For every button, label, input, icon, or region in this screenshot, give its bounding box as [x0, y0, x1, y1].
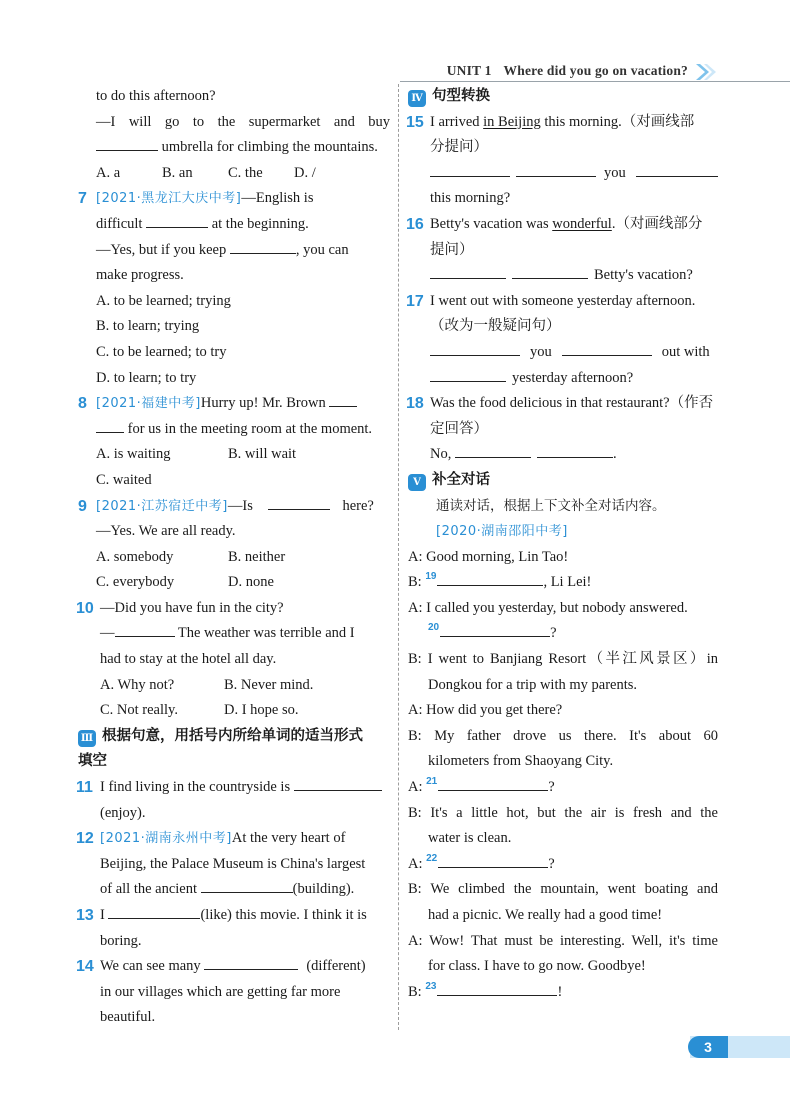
dialog-line: [408, 775, 718, 801]
question-number: 9: [78, 497, 87, 515]
word: and: [333, 113, 355, 130]
question-number: 13: [76, 907, 94, 924]
section-5-heading: [408, 468, 718, 494]
page-number: 3: [688, 1036, 728, 1058]
text: for us in the meeting room at the moment.: [127, 420, 373, 437]
option-b[interactable]: B. will wait: [228, 446, 297, 463]
text: I arrived: [430, 113, 480, 130]
dialog-line: [408, 980, 718, 1006]
answer-blank[interactable]: [430, 162, 510, 177]
q6-line2: [78, 110, 390, 136]
answer-blank[interactable]: [516, 162, 596, 177]
q12-line1: [78, 826, 390, 852]
text: difficult: [96, 215, 143, 232]
header-rule: [400, 81, 790, 82]
text: here?: [342, 497, 374, 514]
answer-blank[interactable]: [96, 418, 124, 433]
answer-blank[interactable]: [430, 367, 506, 382]
source-tag: [2021·福建中考]: [96, 396, 201, 412]
text: —: [100, 625, 115, 642]
q13-line1: [78, 903, 390, 929]
answer-blank[interactable]: [146, 213, 208, 228]
q12-line3: [78, 877, 390, 903]
word: —I: [96, 113, 116, 130]
question-number: 16: [406, 215, 424, 233]
question-number: 15: [406, 113, 424, 131]
answer-blank[interactable]: [430, 341, 520, 356]
speaker: B:: [408, 983, 422, 1000]
dialog-line: B: I went to Banjiang Resort（半江风景区）in: [408, 651, 718, 668]
option-a[interactable]: A. to be learned; trying: [96, 292, 231, 309]
option-d[interactable]: D. none: [228, 574, 274, 591]
right-column: [408, 84, 718, 1005]
answer-blank[interactable]: [636, 162, 718, 177]
answer-blank[interactable]: [440, 622, 550, 637]
q9-options-1: [78, 545, 390, 571]
q13-line2: boring.: [100, 932, 142, 949]
dialog-line: A: I called you yesterday, but nobody answered.: [408, 599, 688, 616]
word: buy: [368, 113, 391, 130]
q9-line1: [78, 494, 390, 520]
blank-number: 19: [425, 571, 437, 583]
answer-blank[interactable]: [455, 443, 531, 458]
section-4-heading: [408, 84, 718, 110]
question-number: 12: [76, 830, 94, 848]
option-a[interactable]: A. a: [96, 164, 121, 181]
word: to: [192, 113, 205, 130]
source-tag: [2020·湖南邵阳中考]: [436, 524, 568, 540]
text: Betty's vacation was: [430, 215, 549, 232]
question-number: 17: [406, 292, 424, 310]
text: I went out with someone yesterday afternoon.: [430, 292, 696, 309]
text: yesterday afternoon?: [512, 369, 634, 386]
q9-line2: —Yes. We are all ready.: [96, 523, 236, 540]
option-b[interactable]: B. an: [162, 164, 193, 181]
option-b[interactable]: B. neither: [228, 548, 286, 565]
dialog-line: B: My father drove us there. It's about 60: [408, 727, 718, 744]
dialog-line: A: Good morning, Lin Tao!: [408, 548, 569, 565]
dialog-line: [408, 852, 718, 878]
q10-line1: [78, 596, 390, 622]
text: I find living in the countryside is: [100, 779, 291, 796]
dialog-line: [408, 570, 718, 596]
question-number: 8: [78, 395, 87, 413]
text: at the beginning.: [211, 215, 309, 232]
q18-line3: No, .: [408, 442, 718, 468]
q15-line1: [408, 110, 718, 136]
q15-line3: [408, 161, 718, 187]
dialog-line: [408, 621, 718, 647]
answer-blank[interactable]: [108, 904, 200, 919]
text: I: [100, 907, 105, 923]
q16-line3: [408, 263, 718, 289]
q18-line1: [408, 391, 718, 417]
blank-number: 21: [426, 776, 438, 788]
q8-line2: [78, 417, 390, 443]
q6-line3: [78, 135, 390, 161]
dialog-line: water is clean.: [428, 830, 512, 847]
text: —Yes, but if you keep: [96, 241, 227, 258]
option-c[interactable]: C. waited: [96, 471, 152, 488]
answer-blank[interactable]: [96, 136, 158, 151]
option-a[interactable]: A. Why not?: [100, 676, 175, 693]
text: , Li Lei!: [543, 574, 592, 591]
q14-line3: beautiful.: [100, 1009, 156, 1026]
section-3-heading-cont: 填空: [78, 753, 107, 770]
text: We can see many: [100, 958, 201, 975]
question-number: 10: [76, 599, 94, 617]
answer-blank[interactable]: [204, 955, 298, 970]
answer-blank[interactable]: [294, 776, 382, 791]
text: No,: [430, 446, 452, 463]
page-header: [400, 62, 790, 82]
q11-line1: [78, 775, 390, 801]
q14-line2: in our villages which are getting far more: [100, 983, 341, 1000]
option-b[interactable]: B. Never mind.: [224, 676, 314, 693]
q11-line2: (enjoy).: [100, 804, 146, 821]
answer-blank[interactable]: [437, 571, 543, 586]
text: —Did you have fun in the city?: [100, 599, 284, 616]
chevron-right-icon: [696, 63, 718, 81]
text: .（对画线部分: [611, 215, 703, 232]
option-d[interactable]: D. to learn; to try: [96, 369, 197, 386]
q9-options-2: [78, 570, 390, 596]
q12-line2: Beijing, the Palace Museum is China's largest: [100, 855, 366, 872]
section-badge: Ⅲ: [78, 730, 96, 747]
text: out with: [661, 343, 710, 360]
blank-number: 23: [425, 980, 437, 992]
speaker: A:: [408, 855, 423, 872]
answer-blank[interactable]: [438, 853, 548, 868]
option-d[interactable]: D. /: [294, 164, 316, 181]
dialog-line: Dongkou for a trip with my parents.: [428, 676, 638, 693]
q7-line2: [78, 212, 390, 238]
q15-line4: this morning?: [430, 190, 511, 207]
word: go: [164, 113, 180, 130]
dialog-line: for class. I have to go now. Goodbye!: [428, 958, 646, 975]
section-title: 根据句意，用括号内所给单词的适当形式: [102, 727, 363, 744]
text: you: [604, 164, 626, 181]
q16-line2: 提问）: [430, 241, 474, 258]
q8-options-1: [78, 442, 390, 468]
text: this morning.（对画线部: [544, 113, 695, 130]
blank-number: 20: [428, 622, 440, 634]
question-number: 18: [406, 395, 424, 413]
text: of all the ancient: [100, 881, 198, 898]
section-title: 补全对话: [432, 471, 490, 488]
section-5-instructions: 通读对话，根据上下文补全对话内容。: [436, 497, 666, 514]
text: ?: [550, 625, 557, 642]
text: —English is: [241, 190, 314, 207]
q7-line3: [78, 238, 390, 264]
header-title: Where did you go on vacation?: [503, 63, 688, 78]
q18-line2: 定回答）: [430, 420, 488, 437]
q10-options-1: [78, 673, 390, 699]
word: the: [217, 113, 236, 130]
dialog-line: had a picnic. We really had a good time!: [428, 907, 663, 923]
question-number: 11: [76, 779, 93, 797]
text: The weather was terrible and I: [177, 625, 355, 642]
q7-line4: make progress.: [96, 267, 184, 284]
answer-blank[interactable]: [115, 622, 175, 637]
q10-line3: had to stay at the hotel all day.: [100, 651, 277, 668]
source-tag: [2021·湖南永州中考]: [100, 831, 232, 847]
left-column: [78, 84, 390, 1031]
header-unit: UNIT 1: [446, 63, 492, 78]
q7-line1: [78, 186, 390, 212]
dialog-line: B: It's a little hot, but the air is fresh and the: [408, 804, 718, 821]
answer-blank[interactable]: [512, 264, 588, 279]
q17-line3: [408, 340, 718, 366]
underlined-text: wonderful: [552, 215, 612, 232]
option-a[interactable]: A. somebody: [96, 548, 174, 565]
text: umbrella for climbing the mountains.: [161, 139, 378, 156]
text: Hurry up! Mr. Brown: [200, 395, 326, 412]
text: (different): [306, 958, 366, 975]
word: will: [128, 113, 152, 130]
text: ?: [548, 855, 555, 872]
q10-line2: [78, 621, 390, 647]
dialog-line: B: We climbed the mountain, went boating and: [408, 881, 718, 898]
dialog-line: kilometers from Shaoyang City.: [428, 753, 614, 770]
q17-line1: [408, 289, 718, 315]
option-a[interactable]: A. is waiting: [96, 446, 171, 463]
option-c[interactable]: C. to be learned; to try: [96, 343, 227, 360]
option-c[interactable]: C. Not really.: [100, 702, 178, 719]
q14-line1: [78, 954, 390, 980]
section-badge: Ⅴ: [408, 474, 426, 491]
option-d[interactable]: D. I hope so.: [224, 702, 299, 719]
source-tag: [2021·黑龙江大庆中考]: [96, 191, 242, 207]
option-c[interactable]: C. everybody: [96, 574, 175, 591]
answer-blank[interactable]: [230, 239, 296, 254]
word: supermarket: [248, 113, 321, 130]
section-title: 句型转换: [432, 88, 490, 104]
q8-line1: [78, 391, 390, 417]
section-3-heading: [78, 724, 390, 750]
text: (building).: [292, 881, 355, 898]
text: Was the food delicious in that restaurant?（作否: [430, 395, 714, 412]
option-b[interactable]: B. to learn; trying: [96, 318, 200, 335]
text: At the very heart of: [231, 830, 346, 847]
text: ?: [548, 779, 555, 796]
text: (like) this movie. I think it is: [200, 907, 367, 923]
text: you: [530, 343, 552, 360]
blank-number: 22: [426, 852, 438, 864]
q16-line1: [408, 212, 718, 238]
answer-blank[interactable]: [430, 264, 506, 279]
q6-options: [78, 161, 390, 187]
q17-line2: （改为一般疑问句）: [430, 318, 561, 335]
answer-blank[interactable]: [268, 495, 330, 510]
answer-blank[interactable]: [438, 776, 548, 791]
text: Betty's vacation?: [594, 267, 693, 284]
header-text: [447, 63, 688, 79]
question-number: 14: [76, 958, 94, 976]
text: !: [557, 983, 563, 1000]
speaker: A:: [408, 779, 423, 796]
source-tag: [2021·江苏宿迁中考]: [96, 498, 228, 514]
answer-blank[interactable]: [562, 341, 652, 356]
underlined-text: in Beijing: [483, 113, 541, 130]
question-number: 7: [78, 190, 87, 208]
speaker: B:: [408, 574, 422, 591]
column-divider: [398, 84, 399, 1030]
dialog-line: A: Wow! That must be interesting. Well, it's time: [408, 932, 718, 949]
dialog-line: A: How did you get there?: [408, 702, 563, 719]
answer-blank[interactable]: [537, 443, 613, 458]
q6-line1: to do this afternoon?: [96, 88, 216, 104]
section-badge: Ⅳ: [408, 90, 426, 107]
answer-blank[interactable]: [201, 878, 293, 893]
q15-line2: 分提问）: [430, 139, 488, 156]
option-c[interactable]: C. the: [228, 164, 263, 181]
answer-blank[interactable]: [437, 981, 557, 996]
q10-options-2: [78, 698, 390, 724]
text: —Is: [227, 497, 253, 514]
q17-line4: [408, 366, 718, 392]
answer-blank[interactable]: [329, 392, 357, 407]
text: , you can: [295, 241, 349, 258]
